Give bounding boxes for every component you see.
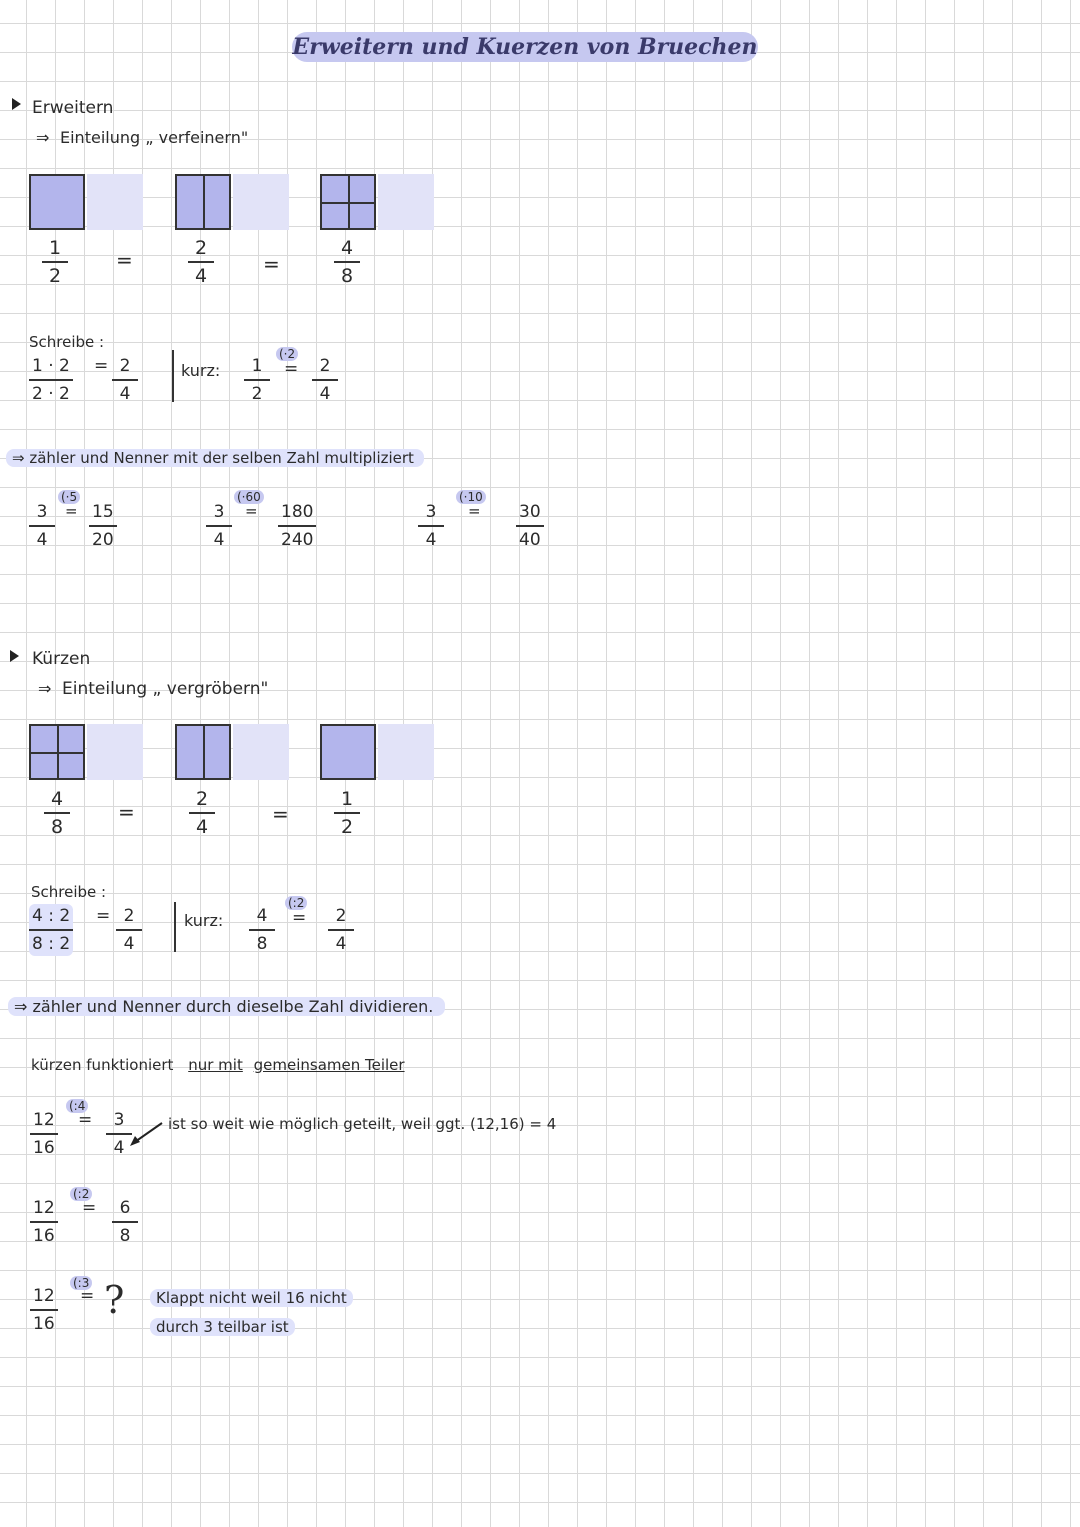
arrow-icon <box>128 1120 164 1150</box>
schreibe-label: Schreibe : <box>29 333 105 351</box>
equals-sign: = <box>96 906 111 926</box>
fraction: 3 4 <box>29 500 55 552</box>
fraction: 3 4 <box>418 500 444 552</box>
kuerzen-subtitle: Einteilung „ vergröbern" <box>62 679 269 699</box>
note-underlined: gemeinsamen Teiler <box>253 1056 405 1074</box>
fraction: 6 8 <box>112 1196 138 1248</box>
eighths-square-diagram <box>320 174 376 230</box>
schreibe-fraction: 1 · 2 2 · 2 <box>29 354 73 406</box>
fraction: 2 4 <box>112 354 138 406</box>
equals-sign: = <box>80 1286 95 1306</box>
fraction: 2 4 <box>189 787 215 839</box>
kuerzen-rule: ⇒ zähler und Nenner durch dieselbe Zahl dividieren. <box>8 997 445 1016</box>
fraction: 4 8 <box>249 904 275 956</box>
fraction: 4 8 <box>334 236 360 288</box>
empty-half-diagram <box>233 724 289 780</box>
fraction: 12 16 <box>30 1284 58 1336</box>
half-square-diagram <box>29 174 85 230</box>
divider-line <box>172 350 174 402</box>
operator-badge: (:3 <box>70 1276 92 1290</box>
operator-badge: (:2 <box>70 1187 92 1201</box>
arrow-icon: ⇒ <box>38 679 52 698</box>
half-square-diagram <box>320 724 376 780</box>
empty-half-diagram <box>378 724 434 780</box>
operator-badge: (·5 <box>58 490 80 504</box>
equals-sign: = <box>245 502 258 520</box>
operator-badge: (:2 <box>285 896 307 910</box>
operator-badge: (:4 <box>66 1099 88 1113</box>
equals-sign: = <box>263 252 280 276</box>
fraction: 3 4 <box>106 1108 132 1160</box>
kuerzen-note <box>31 1056 405 1074</box>
fraction: 1 2 <box>244 354 270 406</box>
kurz-label: kurz: <box>181 361 221 380</box>
ex1-comment: ist so weit wie möglich geteilt, weil ggt. (12,16) = 4 <box>168 1115 557 1133</box>
ex3-comment-line1: Klappt nicht weil 16 nicht <box>150 1289 353 1307</box>
fraction: 30 40 <box>516 500 544 552</box>
empty-half-diagram <box>87 724 143 780</box>
fraction: 2 4 <box>312 354 338 406</box>
bullet-icon <box>10 650 19 662</box>
fraction: 180 240 <box>278 500 316 552</box>
operator-badge: (·2 <box>276 347 298 361</box>
erweitern-subtitle: Einteilung „ verfeinern" <box>60 128 249 147</box>
fraction: 2 4 <box>188 236 214 288</box>
fraction: 12 16 <box>30 1196 58 1248</box>
equals-sign: = <box>94 356 109 376</box>
equals-sign: = <box>284 359 299 379</box>
note-underlined: nur mit <box>188 1056 243 1074</box>
equals-sign: = <box>78 1110 93 1130</box>
empty-half-diagram <box>378 174 434 230</box>
fraction: 2 4 <box>328 904 354 956</box>
equals-sign: = <box>292 908 307 928</box>
page-title: Erweitern und Kuerzen von Bruechen <box>292 34 758 60</box>
fraction: 2 4 <box>116 904 142 956</box>
kuerzen-heading: Kürzen <box>32 649 91 669</box>
ex3-comment-line2: durch 3 teilbar ist <box>150 1318 295 1336</box>
schreibe-fraction: 4 : 2 8 : 2 <box>29 904 73 956</box>
operator-badge: (·60 <box>234 490 264 504</box>
question-mark-icon: ? <box>104 1278 125 1322</box>
equals-sign: = <box>272 802 289 826</box>
arrow-icon: ⇒ <box>36 128 50 147</box>
erweitern-heading: Erweitern <box>32 98 114 118</box>
bullet-icon <box>12 98 21 110</box>
equals-sign: = <box>118 800 135 824</box>
note-text: kürzen funktioniert <box>31 1056 174 1074</box>
fraction: 15 20 <box>89 500 117 552</box>
eighths-square-diagram <box>29 724 85 780</box>
quarters-square-diagram <box>175 174 231 230</box>
fraction: 4 8 <box>44 787 70 839</box>
fraction: 3 4 <box>206 500 232 552</box>
quarters-square-diagram <box>175 724 231 780</box>
divider-line <box>174 902 176 952</box>
empty-half-diagram <box>87 174 143 230</box>
operator-badge: (·10 <box>456 490 486 504</box>
fraction: 1 2 <box>334 787 360 839</box>
fraction: 12 16 <box>30 1108 58 1160</box>
empty-half-diagram <box>233 174 289 230</box>
equals-sign: = <box>468 502 481 520</box>
kurz-label: kurz: <box>184 911 224 930</box>
equals-sign: = <box>65 502 78 520</box>
equals-sign: = <box>82 1198 97 1218</box>
erweitern-rule: ⇒ zähler und Nenner mit der selben Zahl multipliziert <box>6 449 424 467</box>
schreibe-label: Schreibe : <box>31 883 107 901</box>
fraction: 1 2 <box>42 236 68 288</box>
equals-sign: = <box>116 248 133 272</box>
